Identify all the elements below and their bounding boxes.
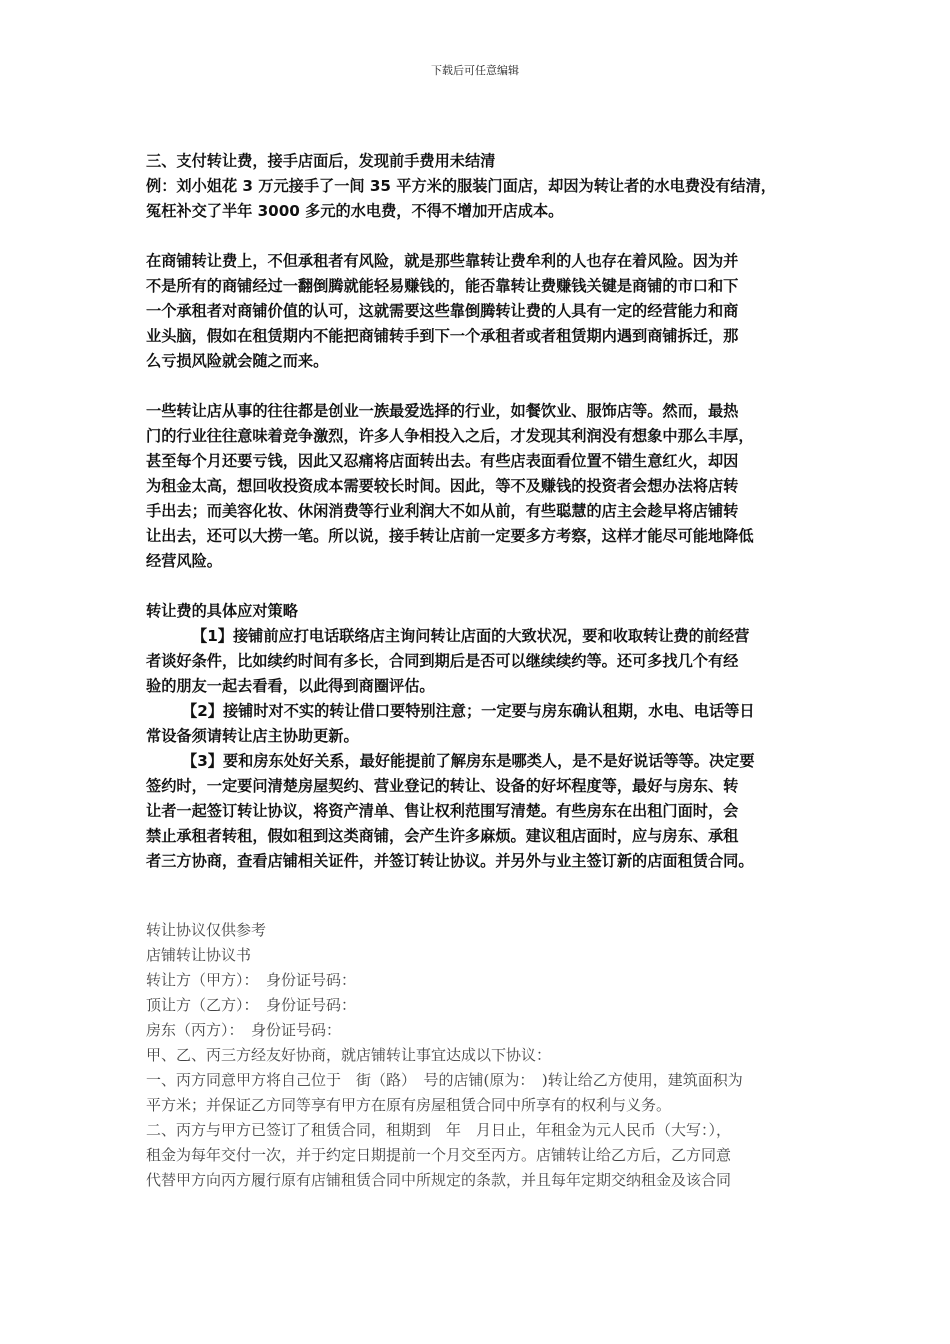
- strategy-item-3: 【3】要和房东处好关系，最好能提前了解房东是哪类人，是不是好说话等等。决定要: [182, 752, 755, 770]
- text-line: 让出去，还可以大捞一笔。所以说，接手转让店前一定要多方考察，这样才能尽可能地降低: [146, 527, 754, 545]
- text-line: 让者一起签订转让协议，将资产清单、售让权利范围写清楚。有些房东在出租门面时，会: [146, 802, 739, 820]
- text-line: 冤枉补交了半年 3000 多元的水电费，不得不增加开店成本。: [146, 202, 564, 220]
- strategy-item-2: 【2】接铺时对不实的转让借口要特别注意；一定要与房东确认租期，水电、电话等日: [182, 702, 755, 720]
- clause-2: 二、丙方与甲方已签订了租赁合同，租期到 年 月日止，年租金为元人民币（大写：），: [146, 1121, 732, 1139]
- text-line: 平方米；并保证乙方同等享有甲方在原有房屋租赁合同中所享有的权利与义务。: [146, 1096, 672, 1114]
- text-line: 一些转让店从事的往往都是创业一族最爱选择的行业，如餐饮业、服饰店等。然而，最热: [146, 402, 739, 420]
- text-line: 例：刘小姐花 3 万元接手了一间 35 平方米的服装门面店，却因为转让者的水电费没有结清，: [146, 177, 776, 195]
- paragraph-transfer-risk: [146, 249, 810, 374]
- page-header-note: 下载后可任意编辑: [431, 64, 519, 77]
- party-c-line: 房东（丙方）： 身份证号码：: [146, 1021, 342, 1039]
- text-line: 验的朋友一起去看看，以此得到商圈评估。: [146, 677, 435, 695]
- agreement-section: [146, 918, 826, 1193]
- text-line: 业头脑，假如在租赁期内不能把商铺转手到下一个承租者或者租赁期内遇到商铺拆迁，那: [146, 327, 739, 345]
- text-line: 一个承租者对商铺价值的认可，这就需要这些靠倒腾转让费的人具有一定的经营能力和商: [146, 302, 739, 320]
- strategy-title: 转让费的具体应对策略: [146, 602, 298, 620]
- agreement-title: 店铺转让协议书: [146, 946, 252, 964]
- text-line: 者谈好条件，比如续约时间有多长，合同到期后是否可以继续续约等。还可多找几个有经: [146, 652, 739, 670]
- text-line: 经营风险。: [146, 552, 222, 570]
- section-payment-fees: [146, 149, 810, 224]
- text-line: 门的行业往往意味着竞争激烈，许多人争相投入之后，才发现其利润没有想象中那么丰厚，: [146, 427, 754, 445]
- party-b-line: 顶让方（乙方）： 身份证号码：: [146, 996, 357, 1014]
- agreement-intro: 甲、乙、丙三方经友好协商，就店铺转让事宜达成以下协议：: [146, 1046, 552, 1064]
- party-a-line: 转让方（甲方）： 身份证号码：: [146, 971, 357, 989]
- text-line: 为租金太高，想回收投资成本需要较长时间。因此，等不及赚钱的投资者会想办法将店转: [146, 477, 739, 495]
- text-line: 禁止承租者转租，假如租到这类商铺，会产生许多麻烦。建议租店面时，应与房东、承租: [146, 827, 739, 845]
- text-line: 租金为每年交付一次，并于约定日期提前一个月交至丙方。店铺转让给乙方后，乙方同意: [146, 1146, 732, 1164]
- section-heading: 三、支付转让费，接手店面后，发现前手费用未结清: [146, 152, 496, 170]
- strategy-item-1: 【1】接铺前应打电话联络店主询问转让店面的大致状况，要和收取转让费的前经营: [192, 627, 750, 645]
- clause-1: 一、丙方同意甲方将自己位于 街（路） 号的店铺(原为： )转让给乙方使用，建筑面积为: [146, 1071, 743, 1089]
- agreement-note: 转让协议仅供参考: [146, 921, 267, 939]
- paragraph-industry-competition: [146, 399, 810, 574]
- text-line: 签约时，一定要问清楚房屋契约、营业登记的转让、设备的好坏程度等，最好与房东、转: [146, 777, 739, 795]
- section-strategies: [146, 599, 810, 874]
- text-line: 甚至每个月还要亏钱，因此又忍痛将店面转出去。有些店表面看位置不错生意红火，却因: [146, 452, 739, 470]
- text-line: 在商铺转让费上，不但承租者有风险，就是那些靠转让费牟利的人也存在着风险。因为并: [146, 252, 739, 270]
- text-line: 代替甲方向丙方履行原有店铺租赁合同中所规定的条款，并且每年定期交纳租金及该合同: [146, 1171, 732, 1189]
- text-line: 么亏损风险就会随之而来。: [146, 352, 329, 370]
- text-line: 常设备须请转让店主协助更新。: [146, 727, 359, 745]
- text-line: 手出去；而美容化妆、休闲消费等行业利润大不如从前，有些聪慧的店主会趁早将店铺转: [146, 502, 739, 520]
- text-line: 者三方协商，查看店铺相关证件，并签订转让协议。并另外与业主签订新的店面租赁合同。: [146, 852, 754, 870]
- text-line: 不是所有的商铺经过一翻倒腾就能轻易赚钱的，能否靠转让费赚钱关键是商铺的市口和下: [146, 277, 739, 295]
